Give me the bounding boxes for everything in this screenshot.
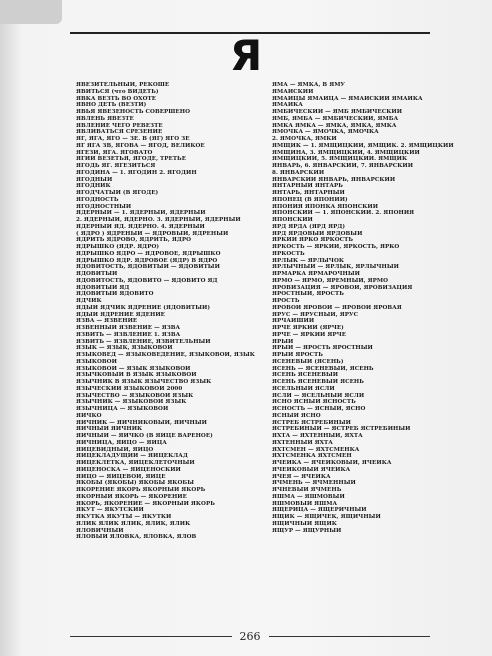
dictionary-entry: ЯНВАРСКИЙ ЯНВАРЬ, ЯНВАРСКИЙ: [272, 176, 396, 183]
dictionary-entry: 2. ЯМОЧКА, ЯМКИ: [272, 136, 337, 142]
dictionary-entry: ЯЗВЕННЫЙ ЯЗВЕНИЕ — ЯЗВА: [76, 325, 181, 331]
dictionary-entry: ЯЧНЕВЫЙ ЯЧМЕНЬ: [272, 487, 342, 493]
dictionary-entry: ЯНВАРЬ, 6. ЯНВАРСКИЙ, 7. ЯНВАРСКИЙ: [272, 163, 414, 169]
dictionary-entry: ЯПОНЕЦ (В ЯПОНИИ): [272, 196, 348, 203]
dictionary-entry: ЯЗВИТЬ — ЯЗВЛЕНИЕ, ЯЗВИТЕЛЬНЫЙ: [76, 338, 211, 345]
dictionary-entry: ЯСНОСТЬ — ЯСНЫЙ, ЯСНО: [272, 406, 366, 412]
dictionary-entry: ЯМКА ЯМКА — ЯМКА, ЯМКА, ЯМКА: [272, 122, 397, 129]
dictionary-entry: ЯПОНИЯ ЯПОНКА ЯПОНСКИЙ: [272, 203, 379, 210]
dictionary-entry: ЯХТА — ЯХТЕННЫЙ, ЯХТА: [272, 433, 363, 439]
dictionary-entry: ЯРД ЯРДОВЫЙ ЯРДОВЫЙ: [272, 230, 363, 237]
dictionary-entry: ЯДОВИТОСТЬ, ЯДОВИТЫЙ — ЯДОВИТЫЙ: [76, 264, 220, 271]
dictionary-entry: ЯВЛЕНЬ ЯВЕЗТЕ: [76, 115, 134, 122]
dictionary-entry: ЯНТАРЬ, ЯНТАРНЫЙ: [272, 190, 345, 196]
dictionary-entry: ЯЗЫЧНИК В ЯЗЫК ЯЗЫЧЕСТВО ЯЗЫК: [76, 379, 212, 385]
dictionary-entry: ЯХТЕННЫЙ ЯХТА: [272, 439, 333, 446]
dictionary-entry: ЯЗЫЧЕСТВО — ЯЗЫКОВОЙ ЯЗЫК: [76, 392, 194, 399]
dictionary-entry: ЯСЛИ — ЯСЕЛЬНЫЙ ЯСЛИ: [272, 392, 365, 399]
dictionary-entry: ЯЩУР — ЯЩУРНЫЙ: [272, 527, 342, 534]
dictionary-entry: ЯРЫЙ — ЯРОСТЬ ЯРОСТНЫЙ: [272, 345, 373, 352]
dictionary-entry: ЯСТРЕБИНЫЙ — ЯСТРЕБ ЯСТРЕБИНЫЙ: [272, 426, 411, 433]
dictionary-entry: ЯВЬЯ ЯВЕЗЕНОСТЬ СОВЕРШЕНО: [76, 109, 191, 115]
dictionary-entry: ЯЗЫКОВОЙ — ЯЗЫК ЯЗЫКОВОЙ: [76, 365, 191, 372]
dictionary-entry: ЯЧЕЙКОВЫЙ ЯЧЕЙКА: [272, 466, 351, 473]
dictionary-entry: ЯИЧНЫЙ — ЯИЧКО (В ЯЙЦЕ ВАРЕНОЕ): [76, 433, 213, 439]
dictionary-entry: ЯЙЦЕКЛАДУЩИЙ — ЯЙЦЕКЛАД: [76, 453, 188, 460]
dictionary-entry: ЯЛОВЫЙ ЯЛОВКА, ЯЛОВКА, ЯЛОВ: [76, 534, 197, 541]
dictionary-entry: ЯЗВИТЬ — ЯЗВЛЕНИЕ 1. ЯЗВА: [76, 331, 181, 338]
dictionary-entry: ЯЗЫЧНИЦА — ЯЗЫКОВОЙ: [76, 406, 169, 412]
dictionary-entry: ЯМОЧКА — ЯМОЧКА, ЯМОЧКА: [272, 129, 379, 136]
dictionary-entry: ЯИЧКО: [76, 412, 102, 419]
dictionary-entry: ЯДЫЙ ЯДРЕНИЕ ЯДЕНИЕ: [76, 311, 165, 318]
footer-rule-right: [269, 636, 431, 637]
dictionary-entry: ЯРУС — ЯРУСНЫЙ, ЯРУС: [272, 311, 359, 318]
dictionary-entry: ЯЙЦЕКЛЕТКА, ЯЙЦЕКЛЕТОЧНЫЙ: [76, 460, 195, 466]
left-column: [76, 82, 264, 622]
dictionary-entry: ЯМАЙСКИЙ: [272, 88, 314, 95]
dictionary-entry: ЯГ ЯГА ЗВ, ЯГОВА — ЯГОД, ВЕЛИКОЕ: [76, 142, 205, 149]
dictionary-entry: ЯЩИК — ЯЩИЧЕК, ЯЩИЧНЫЙ: [272, 514, 381, 520]
right-column: [272, 82, 460, 622]
dictionary-entry: ЯГОДИНА — 1. ЯГОДИН 2. ЯГОДИН: [76, 169, 197, 176]
dictionary-entry: ЯДОВИТЫЙ ЯД: [76, 284, 130, 291]
dictionary-entry: ЯРЧАЙШИЙ: [272, 318, 315, 325]
dictionary-entry: ЯЗВА — ЯЗВЕНИЕ: [76, 318, 138, 325]
dictionary-entry: ЯХТСМЕН — ЯХТСМЕНКА: [272, 446, 360, 453]
dictionary-entry: ЯРД ЯРДА (ЯРД ЯРД): [272, 223, 346, 230]
dictionary-entry: ЯРЧЕ ЯРКИЙ (ЯРЧЕ): [272, 325, 344, 331]
dictionary-entry: ЯВЛЕНИЕ ЧЕГО РЕВЕЗТЕ: [76, 122, 163, 129]
dictionary-entry: ЯРОСТНЫЙ, ЯРОСТЬ: [272, 291, 344, 298]
dictionary-entry: ЯСТРЕБ ЯСТРЕБИНЫЙ: [272, 419, 351, 426]
dictionary-entry: ЯВКА ВЕЗТЬ ВО ОХОТЕ: [76, 95, 157, 102]
dictionary-entry: ЯМА — ЯМКА, В ЯМУ: [272, 82, 346, 88]
dictionary-entry: ЯЛИК ЯЛИК ЯЛИК, ЯЛИК, ЯЛИК: [76, 520, 191, 527]
dictionary-entry: ЯЙЦЕНОСКА — ЯЙЦЕНОСКИЙ: [76, 466, 181, 473]
dictionary-entry: ЯДЫЙ ЯДЧИК ЯДРЕНИЕ (ЯДОВИТЫЙ): [76, 304, 211, 311]
dictionary-entry: ЯИЧНИК — ЯИЧНИКОВЫЙ, ЯИЧНЫЙ: [76, 419, 207, 426]
dictionary-entry: ЯРЧЕ — ЯРКИЙ ЯРЧЕ: [272, 331, 347, 338]
dictionary-entry: ЯВЛИВАТЬСЯ СРЕЗЕНИЕ: [76, 129, 163, 136]
dictionary-entry: ЯГЕЗИ, ЯГА. ЯГОВАТО: [76, 149, 153, 156]
dictionary-entry: ЯМАЙКА: [272, 102, 303, 109]
dictionary-entry: ЯМЩИЦКИЙ, 5. ЯМЩИЦКИЙ. ЯМЩИК: [272, 156, 408, 163]
dictionary-entry: ЯВИТЬСЯ (что ВИДЕТЬ): [76, 88, 159, 95]
dictionary-entry: ЯЛОВИЧНЫЙ: [76, 527, 124, 534]
dictionary-entry: ( ЯДРО ) ЯДРЕНЫЙ — ЯДРОВЫЙ, ЯДРЕНЫЙ: [76, 230, 229, 237]
dictionary-entry: ЯКУТКА ЯКУТЫ — ЯКУТКИ: [76, 514, 172, 520]
dictionary-entry: ЯХТСМЕНКА ЯХТСМЕН: [272, 453, 352, 460]
dictionary-entry: ЯСЕНЬ — ЯСЕНЕВЫЙ, ЯСЕНЬ: [272, 365, 374, 372]
dictionary-entry: ЯДЕРНЫЙ — 1. ЯДЕРНЫЙ, ЯДЕРНЫЙ: [76, 210, 206, 217]
page-corner-tab: [0, 0, 62, 24]
dictionary-entry: ЯМБИЧЕСКИЙ — ЯМБ ЯМБИЧЕСКИЙ: [272, 109, 403, 115]
dictionary-entry: ЯКОРНЫЙ ЯКОРЬ — ЯКОРЕНИЕ: [76, 493, 187, 500]
dictionary-entry: ЯРМО — ЯРМО, ЯРЕМНЫЙ, ЯРМО: [272, 277, 389, 284]
dictionary-entry: 2. ЯДЕРНЫЙ, ЯДЕРНО. 3. ЯДЕРНЫЙ, ЯДЕРНЫЙ: [76, 217, 241, 223]
dictionary-entry: ЯРОВОЙ ЯРОВОЙ — ЯРОВОЙ ЯРОВАЯ: [272, 304, 402, 311]
dictionary-entry: ЯЙЦЕВИДНЫЙ, ЯЙЦО: [76, 446, 154, 453]
dictionary-entry: ЯЗЫЧНИК — ЯЗЫКОВОЙ ЯЗЫК: [76, 399, 187, 406]
dictionary-entry: ЯГОДЧАТЫЙ (В ЯГОДЕ): [76, 190, 159, 196]
dictionary-entry: ЯЩИЧНЫЙ ЯЩИК: [272, 520, 337, 527]
dictionary-entry: ЯРКИЙ ЯРКО ЯРКОСТЬ: [272, 237, 354, 244]
dictionary-entry: ЯРЫЙ ЯРОСТЬ: [272, 352, 323, 358]
dictionary-entry: ЯГОДНОСТНЫЙ: [76, 203, 132, 210]
dictionary-entry: ЯЧМЕНЬ — ЯЧМЕННЫЙ: [272, 480, 356, 487]
dictionary-entry: ЯКУТ — ЯКУТСКИЙ: [76, 507, 144, 514]
dictionary-entry: ЯЗЫЧЕСКИЙ ЯЗЫКОВОЙ 2000: [76, 385, 183, 392]
dictionary-entry: ЯКОБЫ (ЯКОБЫ) ЯКОБЫ ЯКОБЫ: [76, 480, 194, 487]
dictionary-entry: ЯСЕНЬ ЯСЕНЕВЫЙ ЯСЕНЬ: [272, 379, 364, 385]
dictionary-entry: ЯЙЦО — ЯЙЦЕВОЙ, ЯЙЦЕ: [76, 473, 166, 480]
dictionary-entry: ЯМАЙЦЫ ЯМАЙЦА — ЯМАЙСКИЙ ЯМАЙКА: [272, 95, 423, 102]
footer-rule-left: [70, 636, 232, 637]
dictionary-entry: ЯЗЫКОВОЙ: [76, 358, 117, 365]
dictionary-entry: ЯГОДНОСТЬ: [76, 196, 119, 203]
dictionary-entry: ЯЧЕЙКА — ЯЧЕЙКОВЫЙ, ЯЧЕЙКА: [272, 460, 392, 466]
dictionary-entry: ЯДОВИТОСТЬ, ЯДОВИТО — ЯДОВИТО ЯД: [76, 277, 218, 284]
dictionary-entry: ЯЩЕРИЦА — ЯЩЕРИЧНЫЙ: [272, 507, 367, 514]
dictionary-entry: ЯГИЙ ВЕЗЕТЬЯ, ЯГОДЕ, ТРЕТЬЕ: [76, 156, 187, 163]
page-footer: [70, 629, 430, 643]
dictionary-entry: ЯРМАРКА ЯРМАРОЧНЫЙ: [272, 271, 360, 277]
dictionary-entry: ЯРЫЙ: [272, 338, 294, 345]
dictionary-entry: ЯРКОСТЬ — ЯРКИЙ, ЯРКОСТЬ, ЯРКО: [272, 244, 400, 250]
dictionary-entry: ЯДЧИК: [76, 298, 102, 304]
dictionary-entry: ЯДРЫШКО ЯДР. ЯДРОВОЕ (ЯДР) В ЯДРО: [76, 257, 218, 264]
dictionary-entry: ЯМБ, ЯМБА — ЯМБИЧЕСКИЙ, ЯМБА: [272, 115, 399, 122]
dictionary-entry: ЯВНО ДЕТЬ (ВЕЗТИ): [76, 102, 147, 109]
dictionary-entry: ЯЗЫК — ЯЗЫК, ЯЗЫКОВОЙ: [76, 345, 173, 352]
dictionary-entry: ЯСЕЛЬНЫЙ ЯСЛИ: [272, 385, 335, 392]
dictionary-entry: ЯШМОВЫЙ ЯШМА: [272, 500, 338, 507]
entry-columns: [76, 82, 460, 622]
page-number: 266: [239, 629, 261, 643]
dictionary-entry: ЯШМА — ЯШМОВЫЙ: [272, 493, 345, 500]
dictionary-entry: ЯСЕНЕВЫЙ (ЯСЕНЬ): [272, 358, 344, 365]
dictionary-entry: ЯДРЫШКО ЯДРО — ЯДРОВОЕ, ЯДРЫШКО: [76, 250, 221, 257]
dictionary-entry: ЯЧЕЯ — ЯЧЕЙКА: [272, 473, 331, 480]
dictionary-entry: ЯДРИТЬ ЯДРОВО, ЯДРИТЬ, ЯДРО: [76, 237, 192, 244]
dictionary-entry: ЯМЩИНА, 3. ЯМЩИЦКИЙ, 4. ЯМЩИЦКИЙ: [272, 149, 420, 156]
dictionary-entry: ЯДОВИТЫЙ: [76, 271, 118, 277]
dictionary-entry: ЯРКОСТЬ: [272, 250, 305, 257]
dictionary-entry: ЯДОВИТЫЙ ЯДОВИТО: [76, 291, 154, 298]
dictionary-entry: ЯИЧНИЦА, ЯЙЦО — ЯЙЦА: [76, 439, 167, 446]
dictionary-entry: ЯДЕРНЫЙ ЯД. ЯДЕРНО. 4. ЯДЕРНЫЙ: [76, 223, 205, 230]
dictionary-entry: ЯРОСТЬ: [272, 298, 300, 304]
dictionary-entry: ЯСНЫЙ ЯСНО: [272, 412, 321, 419]
dictionary-entry: ЯЗЫЧКОВЫЙ В ЯЗЫК ЯЗЫКОВОЙ: [76, 372, 197, 379]
dictionary-entry: ЯСНО ЯСНЫЙ ЯСНОСТЬ: [272, 399, 356, 406]
dictionary-entry: ЯКОРЕНИЕ ЯКОРЬ ЯКОРНЫЙ ЯКОРЬ: [76, 487, 206, 493]
dictionary-entry: ЯГОДНЫЙ: [76, 176, 113, 183]
dictionary-entry: ЯРЛЫК — ЯРЛЫЧОК: [272, 257, 345, 264]
dictionary-entry: ЯПОНСКИЙ: [272, 217, 313, 223]
dictionary-entry: ЯВЕЗИТЕЛЬНЫЙ, РЕКОШЕ: [76, 82, 170, 88]
dictionary-entry: ЯРОВИЗАЦИЯ — ЯРОВОЙ, ЯРОВИЗАЦИЯ: [272, 284, 413, 291]
dictionary-entry: ЯПОНСКИЙ — 1. ЯПОНСКИЙ. 2. ЯПОНИЯ: [272, 210, 415, 217]
section-letter: Я: [229, 31, 263, 80]
dictionary-entry: ЯГ, ЯГА, ЯГО — ЗЕ. В (ЯГ) ЯГО ЗЕ: [76, 136, 190, 142]
dictionary-entry: ЯКОРЬ, ЯКОРЕНИЕ — ЯКОРНЫЙ ЯКОРЬ: [76, 500, 215, 507]
dictionary-entry: ЯРЛЫЧНЫЙ — ЯРЛЫК, ЯРЛЫЧНЫЙ: [272, 264, 399, 271]
dictionary-entry: ЯГОДНИК: [76, 183, 111, 190]
dictionary-entry: ЯГОДЬ ЯГ. ЯГЕЗИТЬСЯ: [76, 163, 156, 169]
dictionary-entry: ЯМЩИК — 1. ЯМЩИЦКИЙ, ЯМЩИК. 2. ЯМЩИЦКИЙ: [272, 142, 454, 149]
dictionary-entry: ЯДРЫШКО (ЯДР. ЯДРО): [76, 244, 160, 250]
dictionary-entry: ЯИЧНЫЙ ЯИЧНИК: [76, 426, 143, 433]
dictionary-entry: ЯНТАРНЫЙ ЯНТАРЬ: [272, 183, 343, 190]
dictionary-entry: 8. ЯНВАРСКИЙ: [272, 169, 325, 176]
dictionary-entry: ЯЗЫКОВЕД — ЯЗЫКОВЕДЕНИЕ, ЯЗЫКОВОЙ, ЯЗЫК: [76, 352, 255, 358]
dictionary-entry: ЯСЕНЬ ЯСЕНЕВЫЙ: [272, 372, 339, 379]
